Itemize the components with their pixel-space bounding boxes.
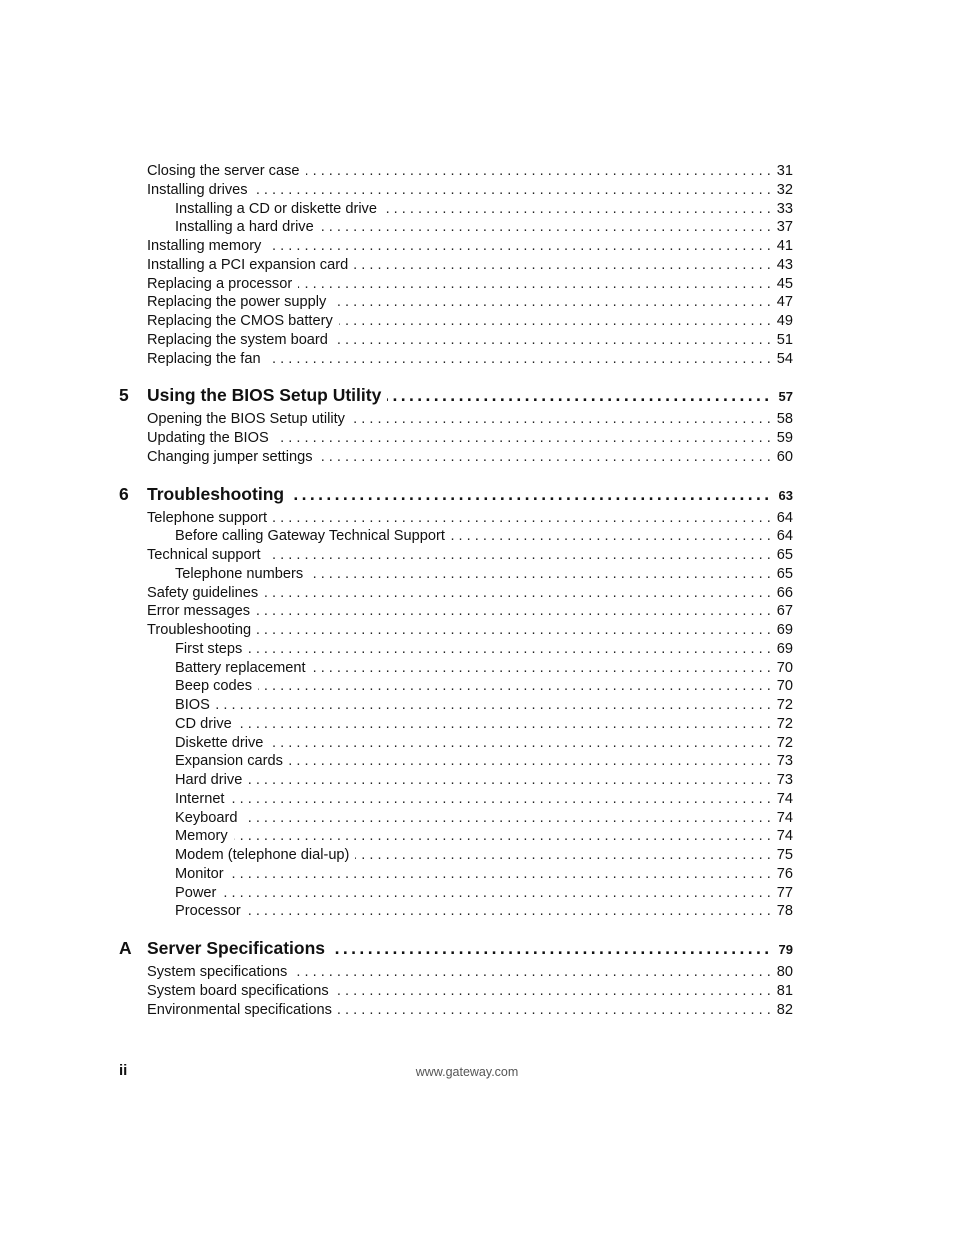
entry-page: 81 [776, 982, 793, 999]
entry-page: 49 [776, 313, 793, 329]
entry-title: Monitor [175, 865, 224, 882]
entry-title: Installing memory [147, 238, 262, 254]
entry-title: Replacing the CMOS battery [147, 313, 333, 329]
toc-entry[interactable] [119, 621, 793, 640]
entry-page: 37 [776, 219, 793, 236]
toc-entry[interactable] [119, 1001, 793, 1020]
entry-page: 70 [776, 678, 793, 695]
entry-page: 51 [776, 331, 793, 348]
toc-entry[interactable] [119, 293, 793, 312]
dot-leader [290, 481, 772, 508]
entry-page: 77 [776, 884, 793, 901]
chapter-title: Server Specifications [147, 938, 325, 958]
chapter-page: 79 [778, 942, 793, 957]
entry-title: Opening the BIOS Setup utility [147, 411, 345, 428]
entry-title: CD drive [175, 715, 232, 732]
entry-title: BIOS [175, 697, 210, 713]
dot-leader [243, 809, 770, 828]
dot-leader [320, 218, 771, 237]
entry-title: Changing jumper settings [147, 448, 313, 465]
dot-leader [312, 659, 771, 678]
entry-title: First steps [175, 640, 243, 657]
dot-leader [275, 429, 771, 448]
dot-leader [339, 312, 771, 331]
toc-subentry[interactable] [119, 677, 793, 696]
toc-entry[interactable] [119, 410, 793, 429]
toc-entry[interactable] [119, 982, 793, 1001]
dot-leader [298, 275, 771, 294]
toc-subentry[interactable] [119, 640, 793, 659]
dot-leader [248, 771, 770, 790]
entry-page: 70 [776, 659, 793, 676]
entry-title: Troubleshooting [147, 622, 252, 638]
entry-title: Expansion cards [175, 753, 283, 770]
entry-page: 74 [776, 828, 793, 845]
footer-url-text: www.gateway.com [415, 1065, 519, 1079]
chapter-page: 63 [778, 487, 793, 503]
dot-leader [264, 584, 771, 603]
table-of-contents [119, 162, 793, 1019]
dot-leader [222, 884, 770, 903]
entry-page: 67 [776, 603, 793, 620]
toc-entry[interactable] [119, 256, 793, 275]
chapter-heading[interactable] [119, 935, 793, 962]
chapter-title: Troubleshooting [147, 483, 285, 504]
toc-entry[interactable] [119, 963, 793, 982]
entry-page: 31 [776, 163, 793, 179]
toc-entry[interactable] [119, 312, 793, 331]
dot-leader [351, 410, 771, 429]
entry-title: Closing the server case [147, 163, 300, 179]
toc-entry[interactable] [119, 350, 793, 369]
toc-subentry[interactable] [119, 527, 793, 546]
entry-page: 65 [776, 547, 793, 563]
dot-leader [231, 790, 771, 809]
toc-subentry[interactable] [119, 734, 793, 753]
entry-title: System specifications [147, 964, 288, 980]
chapter-number: 6 [119, 483, 129, 504]
dot-leader [451, 527, 771, 546]
entry-page: 66 [776, 584, 793, 601]
dot-leader [309, 565, 771, 584]
page-number: ii [119, 1062, 128, 1079]
entry-title: Telephone numbers [175, 565, 304, 582]
dot-leader [234, 827, 771, 846]
dot-leader [267, 237, 770, 256]
toc-subentry[interactable] [119, 218, 793, 237]
chapter-number: 5 [119, 385, 129, 406]
dot-leader [387, 382, 772, 409]
dot-leader [335, 982, 771, 1001]
dot-leader [254, 181, 771, 200]
toc-entry[interactable] [119, 584, 793, 603]
entry-title: Diskette drive [175, 734, 264, 751]
toc-subentry[interactable] [119, 865, 793, 884]
toc-subentry[interactable] [119, 752, 793, 771]
entry-page: 72 [776, 697, 793, 713]
dot-leader [293, 963, 770, 982]
dot-leader [332, 293, 770, 312]
dot-leader [267, 546, 771, 565]
chapter-heading[interactable] [119, 382, 793, 409]
dot-leader [248, 640, 770, 659]
entry-page: 74 [776, 790, 793, 807]
dot-leader [334, 331, 771, 350]
entry-title: Hard drive [175, 772, 243, 788]
dot-leader [247, 902, 771, 921]
entry-page: 78 [776, 903, 793, 920]
dot-leader [238, 715, 771, 734]
entry-page: 69 [776, 622, 793, 638]
dot-leader [331, 935, 773, 962]
toc-subentry[interactable] [119, 696, 793, 715]
entry-title: Beep codes [175, 678, 253, 695]
entry-title: Memory [175, 828, 228, 845]
entry-page: 43 [776, 256, 793, 273]
toc-subentry[interactable] [119, 200, 793, 219]
toc-subentry[interactable] [119, 827, 793, 846]
dot-leader [273, 509, 771, 528]
entry-page: 80 [776, 964, 793, 980]
entry-title: Power [175, 884, 217, 901]
entry-page: 45 [776, 275, 793, 292]
entry-page: 65 [776, 565, 793, 582]
toc-entry[interactable] [119, 448, 793, 467]
toc-subentry[interactable] [119, 659, 793, 678]
toc-subentry[interactable] [119, 715, 793, 734]
toc-entry[interactable] [119, 429, 793, 448]
entry-page: 58 [776, 411, 793, 428]
dot-leader [258, 677, 771, 696]
entry-page: 41 [776, 238, 793, 254]
dot-leader [355, 846, 770, 865]
dot-leader [306, 162, 771, 181]
entry-title: Installing a hard drive [175, 219, 314, 236]
entry-title: Environmental specifications [147, 1001, 332, 1018]
toc-subentry[interactable] [119, 809, 793, 828]
footer-url[interactable] [0, 1065, 954, 1079]
dot-leader [319, 448, 771, 467]
dot-leader [267, 350, 771, 369]
entry-page: 72 [776, 715, 793, 732]
dot-leader [383, 200, 771, 219]
entry-page: 73 [776, 753, 793, 770]
toc-subentry[interactable] [119, 846, 793, 865]
toc-subentry[interactable] [119, 902, 793, 921]
toc-entry[interactable] [119, 509, 793, 528]
entry-title: Internet [175, 790, 225, 807]
entry-title: Modem (telephone dial-up) [175, 847, 350, 863]
toc-subentry[interactable] [119, 771, 793, 790]
toc-entry[interactable] [119, 162, 793, 181]
chapter-page: 57 [778, 389, 793, 405]
chapter-number: A [119, 938, 132, 958]
dot-leader [216, 696, 771, 715]
entry-page: 47 [776, 294, 793, 311]
entry-page: 59 [776, 430, 793, 446]
toc-entry[interactable] [119, 546, 793, 565]
toc-subentry[interactable] [119, 884, 793, 903]
dot-leader [338, 1001, 771, 1020]
toc-entry[interactable] [119, 181, 793, 200]
entry-title: Keyboard [175, 809, 238, 826]
toc-entry[interactable] [119, 331, 793, 350]
entry-title: Installing drives [147, 181, 248, 198]
entry-title: Battery replacement [175, 659, 306, 676]
toc-entry[interactable] [119, 602, 793, 621]
entry-page: 60 [776, 448, 793, 465]
dot-leader [269, 734, 770, 753]
dot-leader [289, 752, 771, 771]
entry-title: Technical support [147, 547, 261, 563]
entry-page: 73 [776, 772, 793, 788]
entry-title: Replacing the fan [147, 350, 261, 367]
entry-title: Installing a CD or diskette drive [175, 200, 377, 217]
entry-title: System board specifications [147, 982, 329, 999]
chapter-title: Using the BIOS Setup Utility [147, 385, 382, 406]
entry-page: 82 [776, 1001, 793, 1018]
entry-page: 76 [776, 865, 793, 882]
entry-title: Updating the BIOS [147, 430, 269, 446]
entry-page: 64 [776, 509, 793, 526]
entry-page: 72 [776, 734, 793, 751]
entry-page: 74 [776, 809, 793, 826]
entry-title: Replacing a processor [147, 275, 293, 292]
entry-page: 75 [776, 847, 793, 863]
toc-entry[interactable] [119, 275, 793, 294]
toc-entry[interactable] [119, 237, 793, 256]
entry-page: 69 [776, 640, 793, 657]
entry-title: Telephone support [147, 509, 268, 526]
dot-leader [354, 256, 771, 275]
chapter-heading[interactable] [119, 481, 793, 508]
entry-title: Safety guidelines [147, 584, 259, 601]
entry-page: 64 [776, 528, 793, 545]
entry-title: Replacing the power supply [147, 294, 327, 311]
entry-title: Error messages [147, 603, 250, 620]
entry-page: 33 [776, 200, 793, 217]
entry-page: 54 [776, 350, 793, 367]
entry-title: Replacing the system board [147, 331, 328, 348]
toc-subentry[interactable] [119, 565, 793, 584]
toc-subentry[interactable] [119, 790, 793, 809]
dot-leader [256, 602, 771, 621]
entry-title: Processor [175, 903, 241, 920]
entry-title: Installing a PCI expansion card [147, 256, 349, 273]
entry-title: Before calling Gateway Technical Support [175, 528, 445, 545]
dot-leader [257, 621, 771, 640]
dot-leader [230, 865, 771, 884]
entry-page: 32 [776, 181, 793, 198]
